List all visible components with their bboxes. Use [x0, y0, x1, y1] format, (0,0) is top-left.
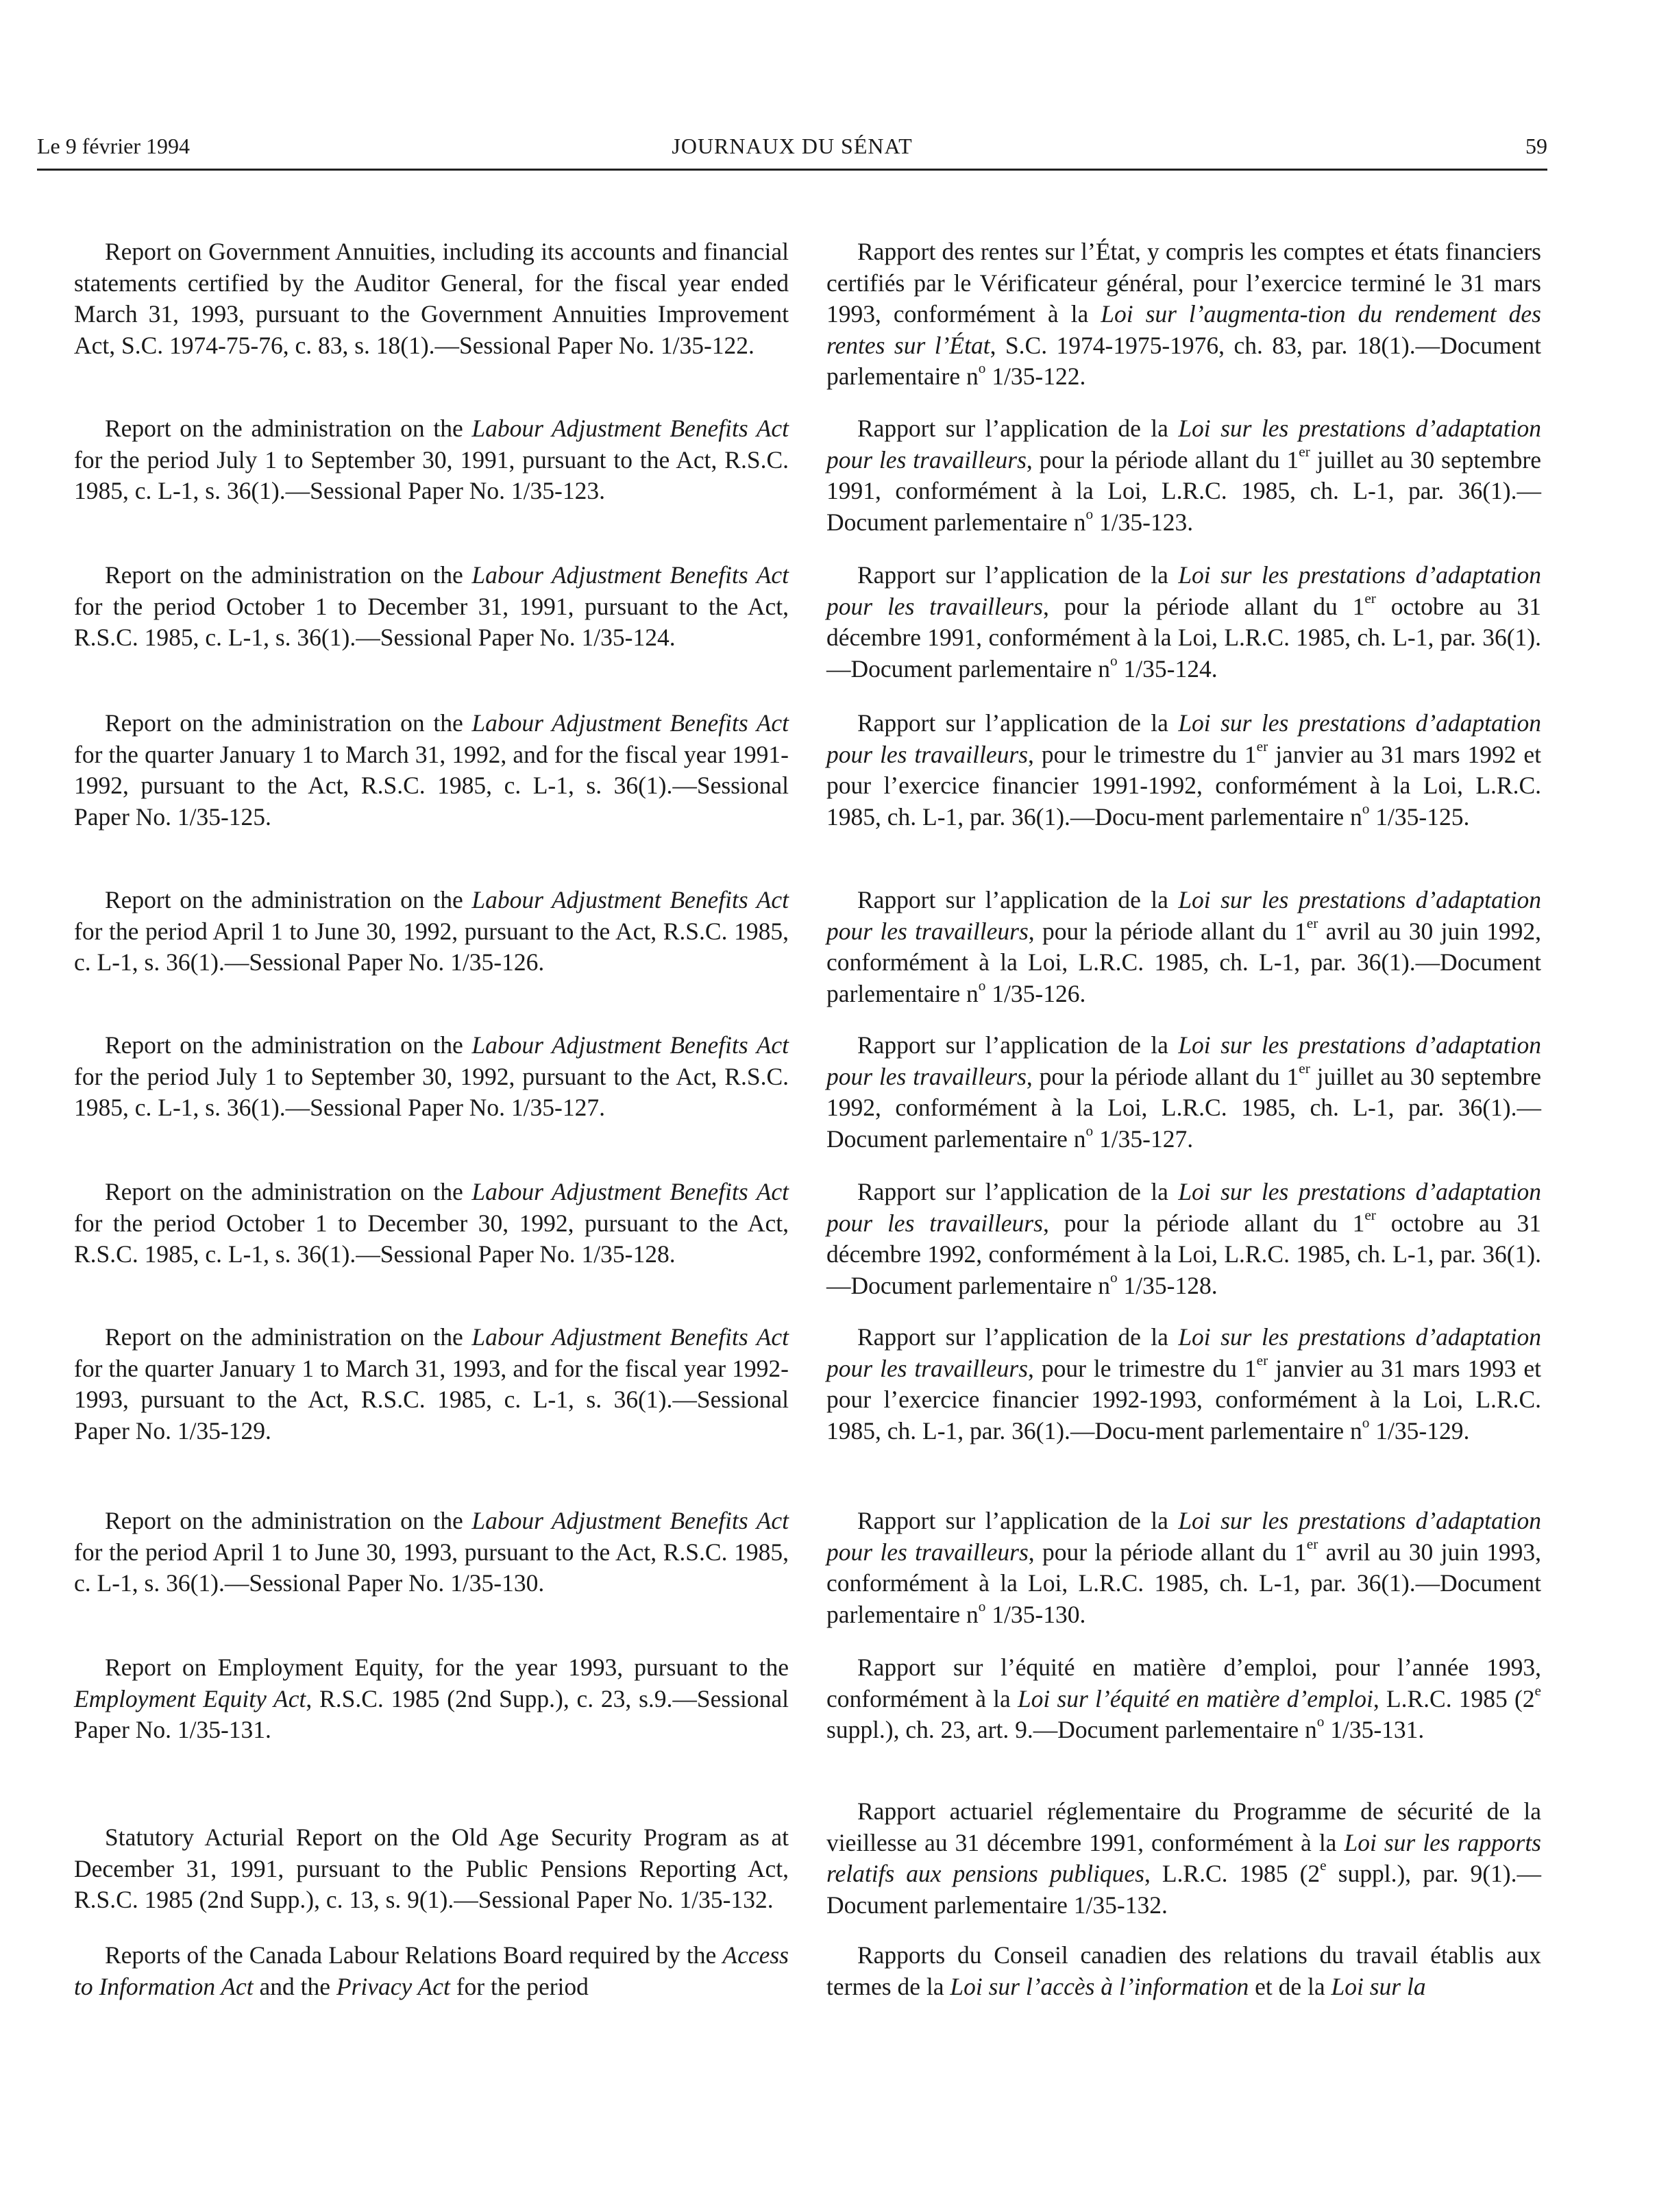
paragraph-fr-11: Rapport actuariel réglementaire du Programme de sécurité de la vieillesse au 31 décembre 1991, conformément à la Loi sur les rapports relatifs aux pensions publiques, L.R.C. 1985 (2e suppl.), par. 9(1).—Document parlementaire 1/35-132.: [826, 1797, 1542, 1919]
paragraph-en-4: Report on the administration on the Labour Adjustment Benefits Act for the quarter January 1 to March 31, 1992, and for the fiscal year 1991-1992, pursuant to the Act, R.S.C. 1985, c. L-1, s. 36(1).—Sessional Paper No. 1/35-125.: [74, 709, 789, 831]
paragraph-en-1: Report on Government Annuities, including its accounts and financial statements certified by the Auditor General, for the fiscal year ended March 31, 1993, pursuant to the Government Annuities Improvement Act, S.C. 1974-75-76, c. 83, s. 18(1).—Sessional Paper No. 1/35-122.: [74, 238, 789, 359]
paragraph-fr-6: Rapport sur l’application de la Loi sur les prestations d’adaptation pour les travailleurs, pour la période allant du 1er juillet au 30 septembre 1992, conformément à la Loi, L.R.C. 1985, ch. L-1, par. 36(1).—Document parlementaire $n^o$ 1/35-127.: [826, 1031, 1541, 1153]
header-date: Le 9 février 1994: [37, 134, 191, 158]
paragraph-fr-1: Rapport des rentes sur l’État, y compris les comptes et états financiers certifiés par le Vérificateur général, pour l’exercice terminé le 31 mars 1993, conformément à la Loi sur l’augmenta-tion du rendement des rentes sur l’État, S.C. 1974-1975-1976, ch. 83, par. 18(1).—Document parlementaire $n^o$ 1/35-122.: [826, 238, 1541, 390]
paragraph-fr-5: Rapport sur l’application de la Loi sur les prestations d’adaptation pour les travailleurs, pour la période allant du 1er avril au 30 juin 1992, conformément à la Loi, L.R.C. 1985, ch. L-1, par. 36(1).—Document parlementaire $n^o$ 1/35-126.: [826, 886, 1541, 1007]
paragraph-en-2: Report on the administration on the Labour Adjustment Benefits Act for the period July 1 to September 30, 1991, pursuant to the Act, R.S.C. 1985, c. L-1, s. 36(1).—Sessional Paper No. 1/35-123.: [74, 415, 789, 504]
header-journal-title: JOURNAUX DU SÉNAT: [672, 134, 913, 158]
paragraph-en-5: Report on the administration on the Labour Adjustment Benefits Act for the period April 1 to June 30, 1992, pursuant to the Act, R.S.C. 1985, c. L-1, s. 36(1).—Sessional Paper No. 1/35-126.: [74, 886, 789, 976]
paragraph-fr-7: Rapport sur l’application de la Loi sur les prestations d’adaptation pour les travailleurs, pour la période allant du 1er octobre au 31 décembre 1992, conformément à la Loi, L.R.C. 1985, ch. L-1, par. 36(1).—Document parlementaire $n^o$ 1/35-128.: [826, 1178, 1541, 1299]
page-number: 59: [1525, 134, 1547, 158]
paragraph-en-8: Report on the administration on the Labour Adjustment Benefits Act for the quarter January 1 to March 31, 1993, and for the fiscal year 1992-1993, pursuant to the Act, R.S.C. 1985, c. L-1, s. 36(1).—Sessional Paper No. 1/35-129.: [74, 1323, 789, 1445]
paragraph-fr-12: Rapports du Conseil canadien des relations du travail établis aux termes de la Loi sur l’accès à l’information et de la Loi sur la: [826, 1941, 1541, 2000]
paragraph-fr-2: Rapport sur l’application de la Loi sur les prestations d’adaptation pour les travailleurs, pour la période allant du 1er juillet au 30 septembre 1991, conformément à la Loi, L.R.C. 1985, ch. L-1, par. 36(1).—Document parlementaire $n^o$ 1/35-123.: [826, 415, 1541, 536]
header-rule: [37, 169, 1547, 171]
paragraph-en-6: Report on the administration on the Labour Adjustment Benefits Act for the period July 1 to September 30, 1992, pursuant to the Act, R.S.C. 1985, c. L-1, s. 36(1).—Sessional Paper No. 1/35-127.: [74, 1031, 789, 1121]
paragraph-fr-9: Rapport sur l’application de la Loi sur les prestations d’adaptation pour les travailleurs, pour la période allant du 1er avril au 30 juin 1993, conformément à la Loi, L.R.C. 1985, ch. L-1, par. 36(1).—Document parlementaire $n^o$ 1/35-130.: [826, 1507, 1541, 1628]
paragraph-fr-3: Rapport sur l’application de la Loi sur les prestations d’adaptation pour les travailleurs, pour la période allant du 1er octobre au 31 décembre 1991, conformément à la Loi, L.R.C. 1985, ch. L-1, par. 36(1).—Document parlementaire $n^o$ 1/35-124.: [826, 561, 1541, 683]
page-header: [37, 130, 1547, 162]
paragraph-en-10: Report on Employment Equity, for the year 1993, pursuant to the Employment Equity Act, R.S.C. 1985 (2nd Supp.), c. 23, s.9.—Sessional Paper No. 1/35-131.: [74, 1654, 789, 1743]
paragraph-en-7: Report on the administration on the Labour Adjustment Benefits Act for the period October 1 to December 30, 1992, pursuant to the Act, R.S.C. 1985, c. L-1, s. 36(1).—Sessional Paper No. 1/35-128.: [74, 1178, 789, 1268]
paragraph-en-11: Statutory Acturial Report on the Old Age Security Program as at December 31, 1991, pursuant to the Public Pensions Reporting Act, R.S.C. 1985 (2nd Supp.), c. 13, s. 9(1).—Sessional Paper No. 1/35-132.: [74, 1823, 789, 1913]
paragraph-en-3: Report on the administration on the Labour Adjustment Benefits Act for the period October 1 to December 31, 1991, pursuant to the Act, R.S.C. 1985, c. L-1, s. 36(1).—Sessional Paper No. 1/35-124.: [74, 561, 789, 651]
paragraph-fr-10: Rapport sur l’équité en matière d’emploi, pour l’année 1993, conformément à la Loi sur l’équité en matière d’emploi, L.R.C. 1985 (2e suppl.), ch. 23, art. 9.—Document parlementaire $n^o$ 1/35-131.: [826, 1654, 1541, 1743]
paragraph-en-12: Reports of the Canada Labour Relations Board required by the Access to Information Act and the Privacy Act for the period: [74, 1941, 789, 2000]
paragraph-en-9: Report on the administration on the Labour Adjustment Benefits Act for the period April 1 to June 30, 1993, pursuant to the Act, R.S.C. 1985, c. L-1, s. 36(1).—Sessional Paper No. 1/35-130.: [74, 1507, 789, 1597]
paragraph-fr-4: Rapport sur l’application de la Loi sur les prestations d’adaptation pour les travailleurs, pour le trimestre du 1er janvier au 31 mars 1992 et pour l’exercice financier 1991-1992, conformément à la Loi, L.R.C. 1985, ch. L-1, par. 36(1).—Docu-ment parlementaire $n^o$ 1/35-125.: [826, 709, 1541, 831]
paragraph-fr-8: Rapport sur l’application de la Loi sur les prestations d’adaptation pour les travailleurs, pour le trimestre du 1er janvier au 31 mars 1993 et pour l’exercice financier 1992-1993, conformément à la Loi, L.R.C. 1985, ch. L-1, par. 36(1).—Docu-ment parlementaire $n^o$ 1/35-129.: [826, 1323, 1541, 1445]
